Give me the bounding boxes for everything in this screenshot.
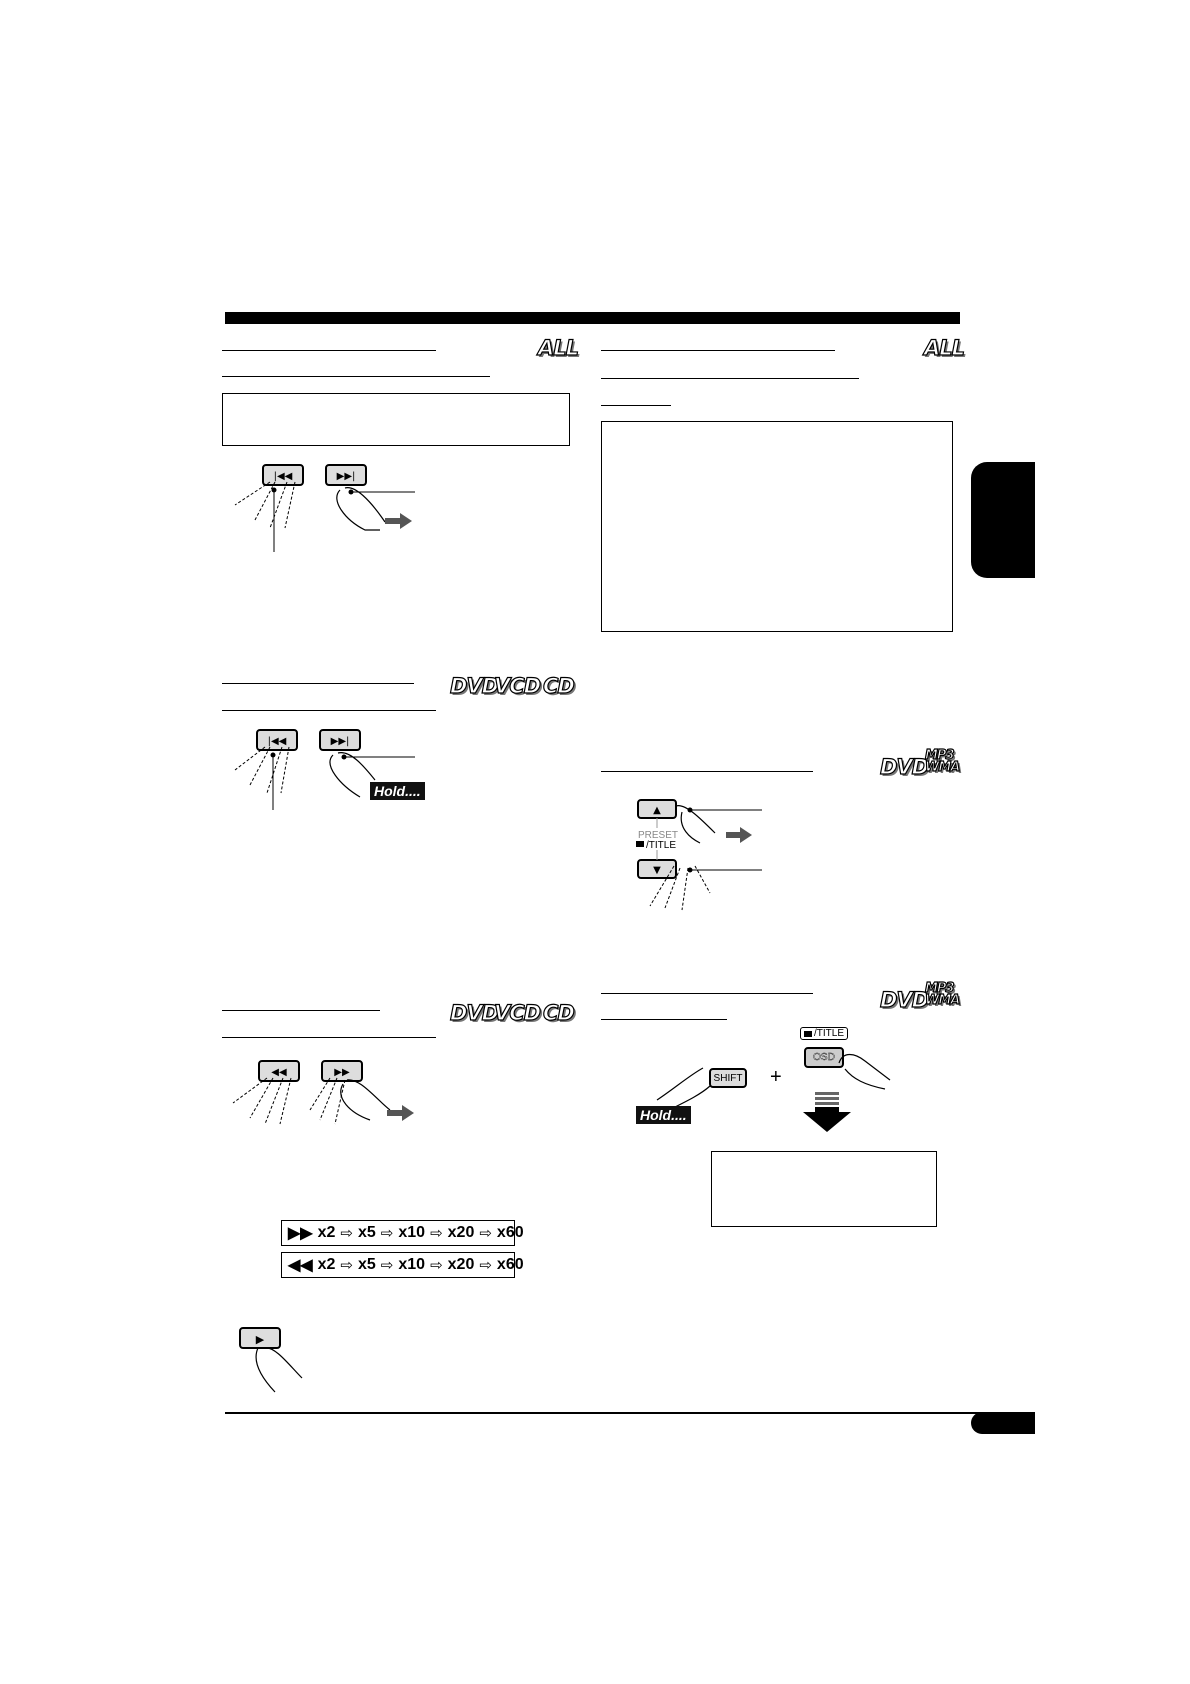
speed-step: x2 [317, 1256, 336, 1273]
speed-step: x20 [447, 1256, 475, 1273]
arrow-icon: ⇨ [479, 1257, 492, 1274]
arrow-right-icon-3 [726, 827, 752, 843]
svg-text:▲: ▲ [653, 805, 661, 816]
svg-text:▼: ▼ [653, 865, 661, 876]
preset-label: PRESET [638, 830, 679, 841]
skip-buttons-illustration-1 [225, 460, 425, 560]
wma-label: WMA [925, 993, 960, 1009]
mp3-label: MP3 [925, 748, 954, 763]
forward-speed-row [281, 1220, 524, 1246]
mp3-label: MP3 [925, 981, 954, 996]
arrow-right-icon [385, 513, 412, 529]
section-6-result-box [711, 1151, 937, 1227]
folder-icon [636, 841, 644, 847]
finger-icon [337, 488, 385, 530]
section-1-heading-line-2 [222, 376, 490, 377]
title-key-label-box [800, 1027, 848, 1040]
preset-title-label: /TITLE [646, 840, 677, 851]
section-4-heading-line-2 [601, 378, 859, 379]
page-number-tab [971, 1412, 1035, 1434]
plus-sign: + [770, 1066, 782, 1088]
dvd-badge-4: DVD [880, 988, 929, 1012]
forward-icon: ▶▶ [288, 1225, 313, 1242]
arrow-icon: ⇨ [380, 1257, 394, 1274]
speed-step: x5 [357, 1224, 376, 1241]
osd-button-label: OSD [813, 1052, 835, 1063]
reverse-speed-row [281, 1252, 524, 1278]
arrow-right-icon-2 [387, 1105, 414, 1121]
section-5-heading-line [601, 771, 813, 772]
arrow-icon: ⇨ [430, 1257, 443, 1274]
language-side-tab [971, 462, 1035, 578]
arrow-icon: ⇨ [340, 1257, 353, 1274]
vcd-badge-2: VCD [494, 1001, 541, 1025]
hold-label: Hold.... [370, 782, 425, 800]
speed-step: x10 [398, 1224, 426, 1241]
play-button-illustration [230, 1326, 320, 1396]
all-badge: ALL [538, 336, 579, 360]
section-6-heading-line-2 [601, 1019, 727, 1020]
speed-step: x2 [317, 1224, 336, 1241]
arrow-icon: ⇨ [380, 1225, 394, 1242]
cd-badge-2: CD [543, 1001, 574, 1025]
shift-button[interactable] [709, 1068, 747, 1088]
skip-hold-illustration [225, 725, 425, 815]
section-2-heading-line-1 [222, 683, 414, 684]
speed-step: x60 [496, 1256, 524, 1273]
preset-title-illustration [630, 798, 770, 913]
all-badge-2: ALL [924, 336, 965, 360]
cd-badge: CD [543, 674, 574, 698]
arrow-icon: ⇨ [340, 1225, 353, 1242]
svg-text:▶: ▶ [255, 1333, 265, 1346]
speed-step: x20 [447, 1224, 475, 1241]
svg-text:▶▶|: ▶▶| [330, 736, 350, 747]
section-4-note-box [601, 421, 953, 632]
prev-button-label: |◀◀ [273, 471, 293, 482]
folder-icon [804, 1031, 812, 1037]
speed-step: x10 [398, 1256, 426, 1273]
svg-text:◀◀: ◀◀ [271, 1067, 287, 1078]
section-3-heading-line-2 [222, 1037, 436, 1038]
mp3-wma-badge [925, 750, 959, 775]
svg-text:|◀◀: |◀◀ [267, 736, 287, 747]
section-3-heading-line-1 [222, 1010, 380, 1011]
section-2-heading-line-2 [222, 710, 436, 711]
finger-icon-osd [835, 1045, 895, 1090]
shift-button-label: SHIFT [713, 1072, 743, 1084]
header-bar [225, 312, 960, 324]
section-6-heading-line-1 [601, 993, 813, 994]
section-4-heading-line-3 [601, 405, 671, 406]
dvd-badge-2: DVD [450, 1001, 499, 1025]
speed-step: x60 [496, 1224, 524, 1241]
wma-label: WMA [925, 760, 960, 776]
arrow-icon: ⇨ [430, 1225, 443, 1242]
down-arrow-icon [803, 1092, 851, 1134]
arrow-icon: ⇨ [479, 1225, 492, 1242]
dvd-badge-3: DVD [880, 755, 929, 779]
section-1-note-box [222, 393, 570, 446]
section-4-heading-line-1 [601, 350, 835, 351]
hold-label-2: Hold.... [636, 1106, 691, 1124]
next-button-label: ▶▶| [336, 471, 356, 482]
section-1-heading-line-1 [222, 350, 436, 351]
reverse-icon: ◀◀ [288, 1257, 313, 1274]
speed-step: x5 [357, 1256, 376, 1273]
search-buttons-illustration [225, 1058, 425, 1138]
svg-text:▶▶: ▶▶ [334, 1067, 350, 1078]
vcd-badge: VCD [494, 674, 541, 698]
title-key-label: /TITLE [814, 1028, 845, 1039]
footer-rule [225, 1412, 1035, 1414]
finger-dashed-icon [235, 482, 295, 528]
dvd-badge: DVD [450, 674, 499, 698]
mp3-wma-badge-2 [925, 983, 959, 1008]
